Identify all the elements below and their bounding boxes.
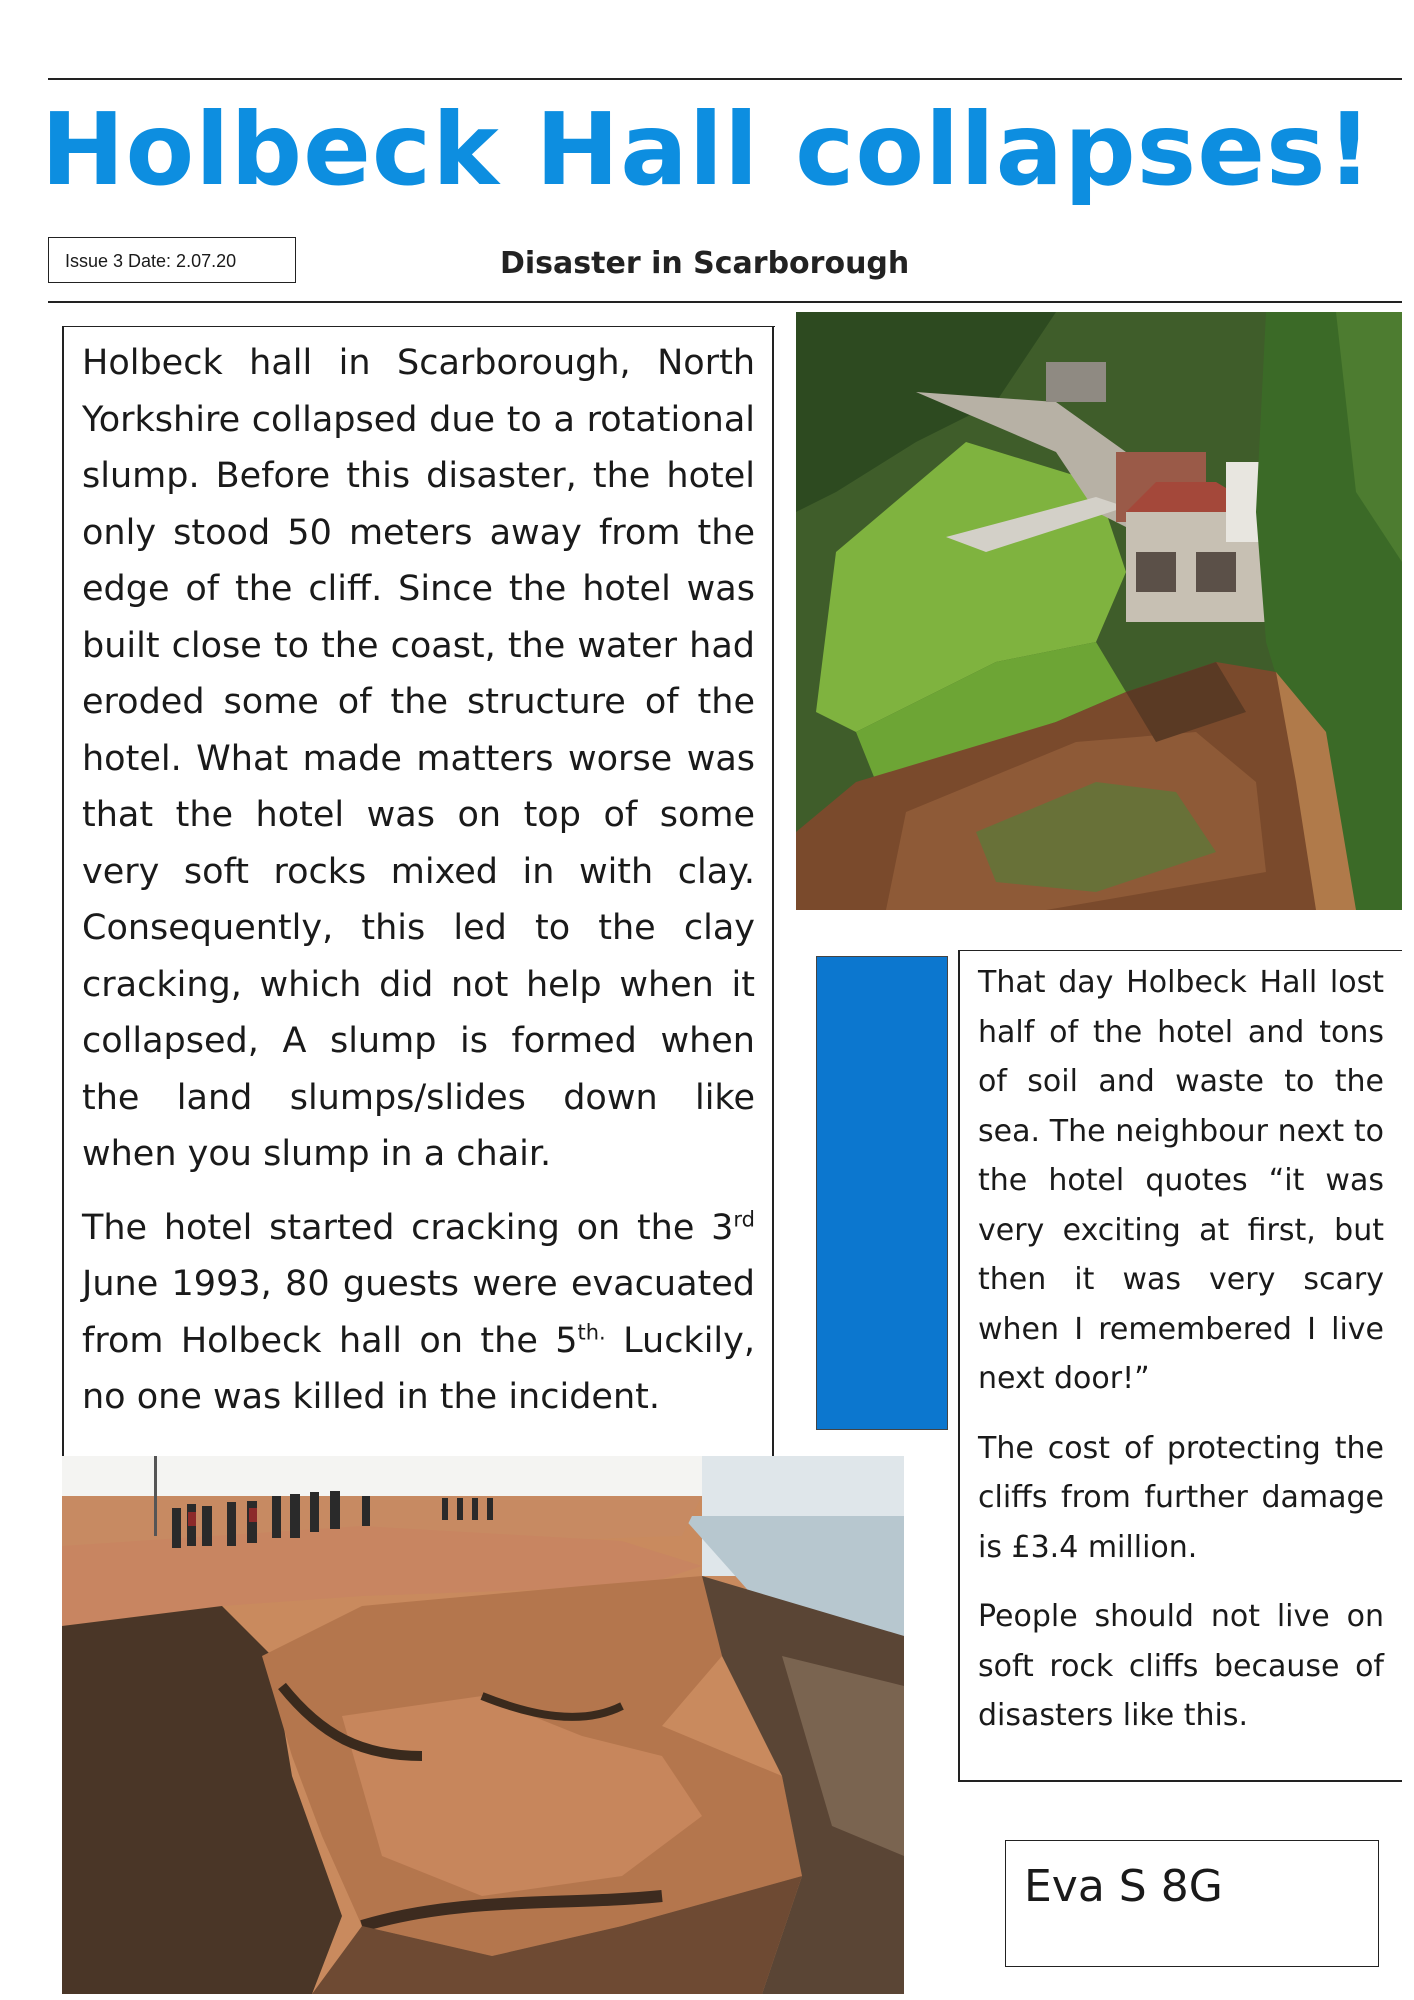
- headline: Holbeck Hall collapses!: [40, 91, 1374, 208]
- sidebar-top-border: [958, 950, 1402, 951]
- sidebar-paragraph-2: The cost of protecting the cliffs from further damage is £3.4 million.: [978, 1430, 1384, 1565]
- article-paragraph-2: The hotel started cracking on the 3rd June 1993, 80 guests were evacuated from Holbeck hall on the $5^{th.}$ Luckily, no one was killed in the incident.: [82, 1206, 755, 1417]
- sidebar-article: [978, 958, 1384, 1741]
- header-bottom-rule: [48, 301, 1402, 303]
- cliff-slump-photo: [62, 1456, 904, 1994]
- author-signature-box: [1005, 1840, 1379, 1967]
- article-box-top-border: [62, 326, 775, 327]
- article-box-right-border: [772, 326, 774, 1456]
- issue-date-box: Issue 3 Date: 2.07.20: [48, 237, 296, 283]
- top-rule: [48, 78, 1402, 80]
- aerial-hotel-photo: [796, 312, 1402, 910]
- main-article: [82, 335, 755, 1426]
- article-box-left-border: [62, 326, 64, 1456]
- sidebar-paragraph-1: That day Holbeck Hall lost half of the hotel and tons of soil and waste to the sea. The neighbour next to the hotel quotes “it was very exciting at first, but then it was very scary when I remembered I live next door!”: [978, 965, 1384, 1396]
- article-paragraph-1: Holbeck hall in Scarborough, North Yorkshire collapsed due to a rotational slump. Before this disaster, the hotel only stood 50 meters away from the edge of the cliff. Since the hotel was built close to the coast, the water had eroded some of the structure of the hotel. What made matters worse was that the hotel was on top of some very soft rocks mixed in with clay. Consequently, this led to the clay cracking, which did not help when it collapsed, A slump is formed when the land slumps/slides down like when you slump in a chair.: [82, 343, 755, 1174]
- author-signature: Eva S 8G: [1024, 1861, 1223, 1912]
- subheadline: Disaster in Scarborough: [500, 246, 910, 281]
- blue-panel: [816, 956, 948, 1430]
- sidebar-bottom-border: [958, 1780, 1402, 1782]
- sidebar-paragraph-3: People should not live on soft rock cliffs because of disasters like this.: [978, 1599, 1384, 1733]
- sidebar-left-border: [958, 950, 960, 1780]
